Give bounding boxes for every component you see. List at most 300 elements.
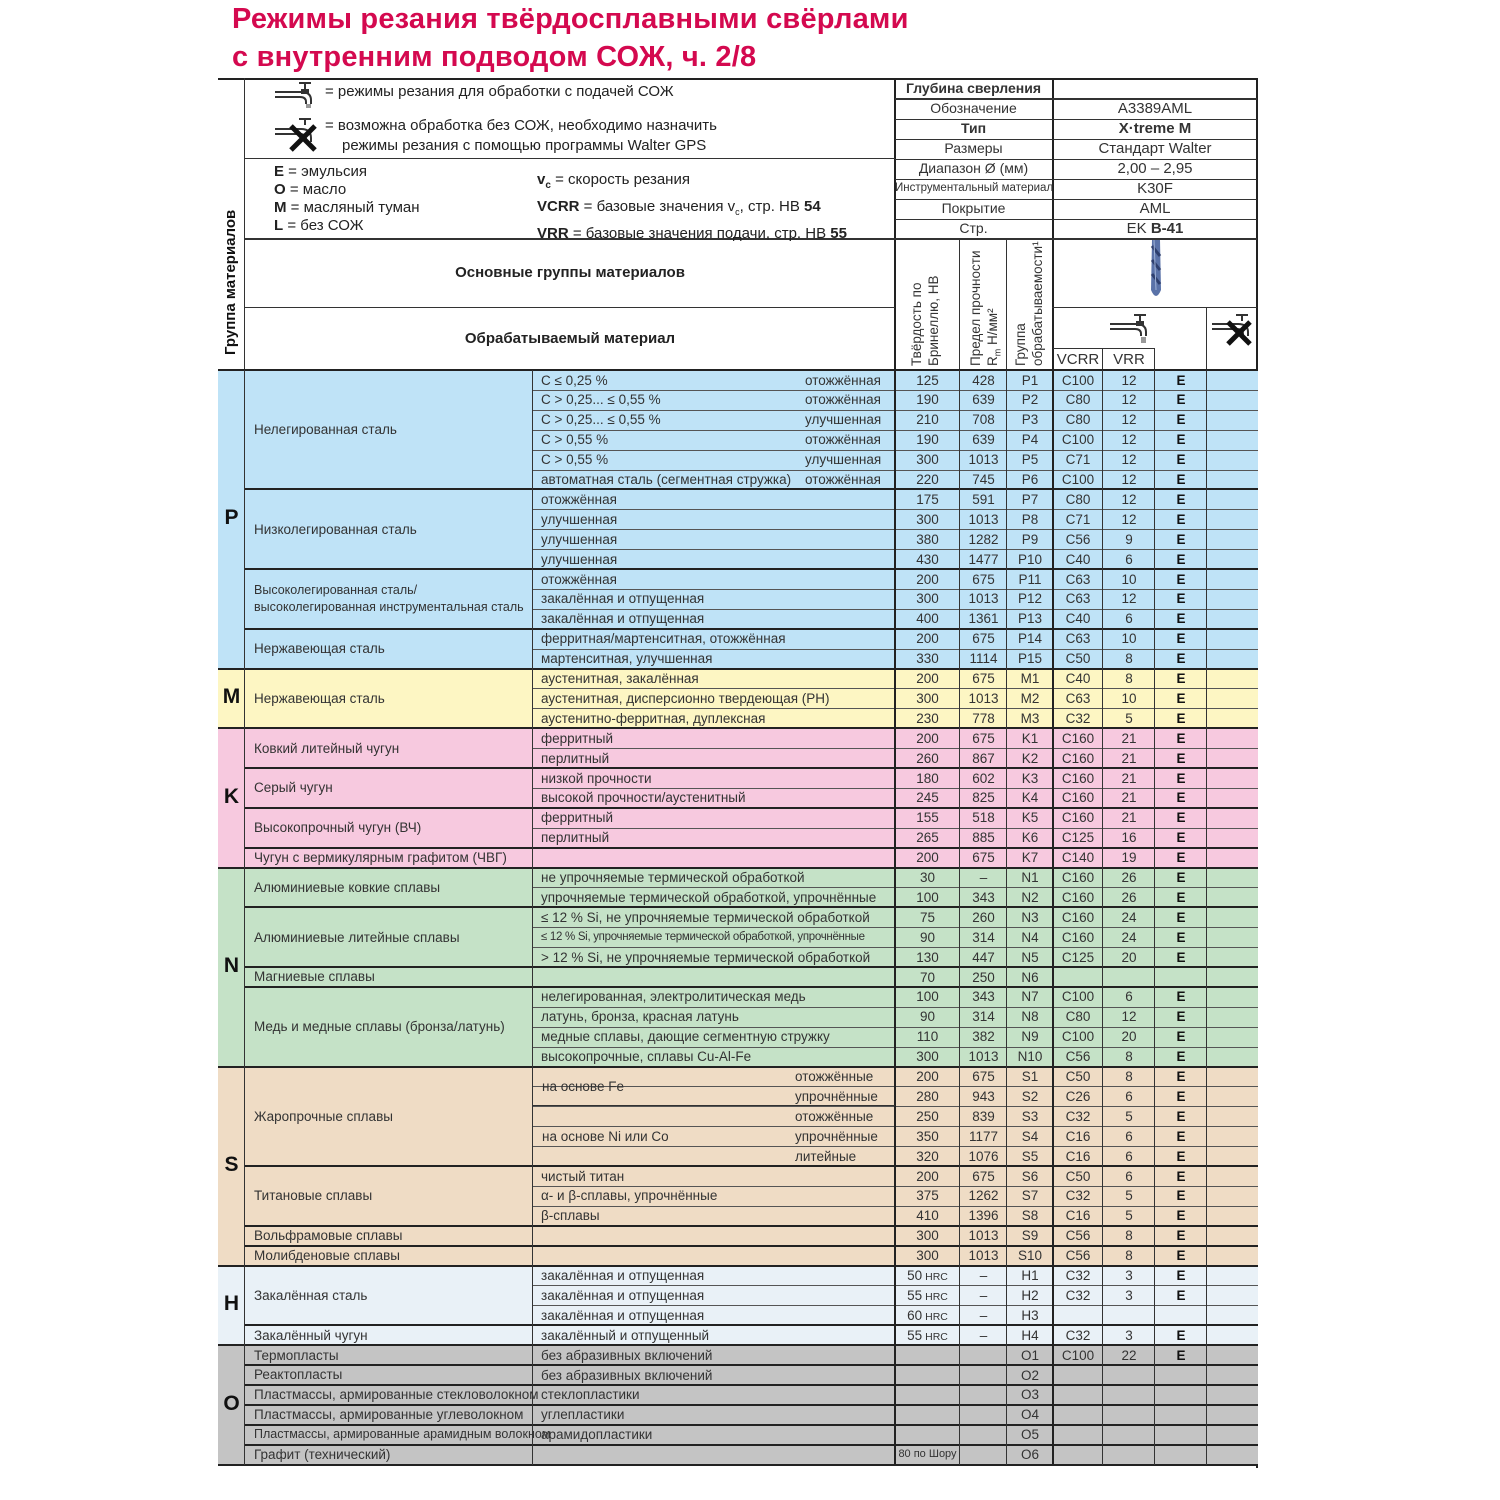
- machinability-group: S4: [1021, 1128, 1039, 1144]
- coolant-type: E: [1176, 1029, 1186, 1045]
- vrr-value: 12: [1121, 511, 1137, 527]
- machinability-group: P12: [1017, 591, 1043, 607]
- hardness-value: [895, 649, 960, 668]
- machinability-group: N1: [1021, 870, 1039, 885]
- vcrr-value: C32: [1065, 710, 1091, 726]
- hardness-unit: HRC: [925, 1310, 948, 1323]
- coolant-type: E: [1176, 372, 1186, 388]
- vcrr-value: C100: [1061, 1347, 1095, 1363]
- coolant-type: E: [1176, 1108, 1186, 1124]
- material-name: Высокопрочный чугун (ВЧ): [254, 820, 422, 836]
- vrr-value: 10: [1121, 631, 1137, 647]
- vcrr-value: C100: [1061, 1029, 1095, 1045]
- hardness-value: [895, 1206, 960, 1225]
- hardness-value: [895, 968, 960, 987]
- vrr-value: 6: [1125, 989, 1133, 1005]
- machinability-group: O2: [1020, 1367, 1039, 1383]
- coolant-type: E: [1176, 1049, 1186, 1065]
- machinability-group: K5: [1021, 810, 1039, 826]
- material-label: Обрабатываемый материал: [464, 330, 676, 347]
- vrr-value: 21: [1121, 730, 1137, 746]
- vcrr-value: C16: [1065, 1208, 1091, 1224]
- strength-value: 1013: [968, 452, 999, 468]
- hardness-number: 55: [907, 1287, 923, 1303]
- row-subtype: улучшенная: [541, 551, 618, 567]
- hardness-value: [895, 410, 960, 429]
- strength-value: 675: [972, 571, 995, 587]
- vrr-value: 19: [1121, 850, 1137, 866]
- coolant-type: E: [1176, 690, 1186, 706]
- material-name: Пластмассы, армированные арамидным волокном: [254, 1427, 551, 1442]
- strength-value: 1282: [968, 531, 999, 547]
- machinability-group: K4: [1021, 790, 1039, 806]
- vrr-value: 8: [1125, 1049, 1133, 1065]
- coolant-type: E: [1176, 611, 1186, 627]
- coolant-type: E: [1176, 551, 1186, 567]
- coolant-type: E: [1176, 949, 1186, 965]
- vrr-value: 10: [1121, 571, 1137, 587]
- dry-machining-icon: [273, 116, 319, 152]
- coolant-type: E: [1176, 830, 1186, 846]
- vrr-value: 22: [1121, 1347, 1137, 1363]
- legend-coolant: = режимы резания для обработки с подачей СОЖ: [325, 83, 674, 100]
- tool-spec-label: Тип: [960, 120, 987, 136]
- machinability-group: K3: [1021, 770, 1039, 786]
- hardness-value: [895, 987, 960, 1006]
- hardness-value: [895, 1107, 960, 1126]
- hardness-value: [895, 1027, 960, 1046]
- hardness-value: [895, 1147, 960, 1166]
- vrr-value: 12: [1121, 1009, 1137, 1025]
- vrr-value: 24: [1121, 929, 1137, 945]
- coolant-type: E: [1176, 870, 1186, 885]
- vrr-value: 20: [1121, 949, 1137, 965]
- hardness-value: [895, 908, 960, 927]
- vcrr-value: C80: [1065, 1009, 1091, 1025]
- group-letter: M: [222, 685, 241, 709]
- vcrr-value: C63: [1065, 591, 1091, 607]
- coolant-type: E: [1176, 571, 1186, 587]
- coolant-type: E: [1176, 671, 1186, 686]
- hardness-value: [895, 470, 960, 489]
- hardness-value: [895, 828, 960, 847]
- strength-value: 1396: [968, 1208, 999, 1224]
- coolant-type: E: [1176, 432, 1186, 448]
- vrr-value: 6: [1125, 551, 1133, 567]
- strength-value: 1361: [968, 611, 999, 627]
- hardness-number: 300: [916, 1228, 939, 1244]
- vrr-value: 10: [1121, 690, 1137, 706]
- strength-value: 825: [972, 790, 995, 806]
- vrr-value: 16: [1121, 830, 1137, 846]
- title-line-1: Режимы резания твёрдосплавными свёрлами: [232, 3, 909, 35]
- row-condition: отожжённые: [795, 1069, 874, 1084]
- row-subtype: низкой прочности: [541, 770, 652, 786]
- hardness-number: 70: [919, 969, 936, 985]
- hardness-number: 200: [916, 1168, 939, 1184]
- machinability-group: O4: [1020, 1407, 1039, 1423]
- coolant-column-icon: [1108, 312, 1154, 344]
- machinability-group: N3: [1021, 909, 1039, 925]
- row-subtype: нелегированная, электролитическая медь: [541, 989, 806, 1005]
- group-letter: P: [224, 506, 239, 530]
- vc-def: $v_c$ = скорость резания: [537, 171, 690, 191]
- machinability-group: M2: [1020, 690, 1040, 706]
- divider: [895, 159, 1257, 160]
- hardness-number: 350: [916, 1128, 939, 1144]
- strength-value: 675: [972, 730, 995, 746]
- hardness-value: [895, 1167, 960, 1186]
- tool-spec-value: A3389AML: [1117, 100, 1193, 117]
- strength-value: 708: [972, 412, 995, 428]
- machinability-group: N10: [1017, 1049, 1043, 1065]
- machinability-group: P14: [1017, 631, 1043, 647]
- strength-value: 343: [972, 889, 995, 905]
- speed-legend: [537, 169, 847, 244]
- drill-image: [1146, 240, 1166, 302]
- row-subtype: латунь, бронза, красная латунь: [541, 1009, 739, 1025]
- hardness-value: [895, 1047, 960, 1066]
- vcrr-value: C100: [1061, 432, 1095, 448]
- hardness-value: [895, 430, 960, 449]
- tool-spec-label: Стр.: [959, 220, 988, 236]
- machinability-group: N8: [1021, 1009, 1039, 1025]
- strength-value: 314: [972, 929, 995, 945]
- hardness-value: [895, 669, 960, 688]
- material-name: Молибденовые сплавы: [254, 1248, 400, 1264]
- machinability-group: O1: [1020, 1347, 1039, 1363]
- coolant-type: E: [1176, 472, 1186, 487]
- divider: [895, 179, 1257, 180]
- legend-dry-line-1: = возможна обработка без СОЖ, необходимо назначить: [325, 117, 717, 134]
- tool-spec-value: X·treme M: [1118, 120, 1192, 137]
- vrr-value: 6: [1125, 1128, 1133, 1144]
- subgroup-name: на основе Fe: [542, 1078, 624, 1094]
- row-subtype: C > 0,55 %: [541, 452, 609, 468]
- vcrr-value: C125: [1061, 830, 1095, 846]
- hardness-value: [895, 530, 960, 549]
- coolant-type: E: [1176, 1228, 1186, 1244]
- vcrr-value: C56: [1065, 1049, 1091, 1065]
- coolant-type: E: [1176, 531, 1186, 547]
- vcrr-value: C160: [1061, 870, 1095, 885]
- vcrr-value: C100: [1061, 472, 1095, 487]
- machinability-group: S5: [1021, 1148, 1039, 1164]
- row-subtype: упрочняемые термической обработкой, упрочнённые: [541, 889, 877, 905]
- hardness-number: 200: [916, 571, 939, 587]
- vcrr-value: C32: [1065, 1287, 1091, 1303]
- hardness-number: 260: [916, 750, 939, 766]
- hardness-number: 200: [916, 850, 939, 866]
- machinability-group: P3: [1021, 412, 1039, 428]
- hardness-value: [895, 629, 960, 648]
- tool-spec-label: Обозначение: [930, 100, 1017, 116]
- material-name: Алюминиевые ковкие сплавы: [254, 879, 441, 895]
- row-subtype: C > 0,55 %: [541, 432, 609, 448]
- machinability-group: S1: [1021, 1069, 1039, 1084]
- hardness-value: [895, 1127, 960, 1146]
- coolant-type: E: [1176, 750, 1186, 766]
- hardness-number: 320: [916, 1148, 939, 1164]
- strength-value: 343: [972, 989, 995, 1005]
- coolant-type: E: [1176, 1009, 1186, 1025]
- hardness-number: 300: [916, 1248, 939, 1264]
- hardness-number: 60: [907, 1307, 923, 1323]
- machinability-group: P8: [1021, 511, 1039, 527]
- hardness-number: 300: [916, 452, 939, 468]
- coolant-type: E: [1176, 1148, 1186, 1164]
- coolant-type: E: [1176, 909, 1186, 925]
- hardness-value: [895, 390, 960, 409]
- strength-value: 778: [972, 710, 995, 726]
- row-subtype: мартенситная, улучшенная: [541, 651, 713, 667]
- vrr-value: 8: [1125, 1248, 1133, 1264]
- coolant-type: E: [1176, 850, 1186, 866]
- row-subtype: закалённый и отпущенный: [541, 1327, 710, 1343]
- row-subtype: закалённая и отпущенная: [541, 1307, 705, 1323]
- hardness-value: [895, 550, 960, 569]
- vcrr-value: C63: [1065, 631, 1091, 647]
- hardness-value: [895, 1007, 960, 1026]
- vcrr-value: C40: [1065, 671, 1091, 686]
- tool-spec-value: [1053, 79, 1257, 99]
- vcrr-value: C32: [1065, 1188, 1091, 1204]
- vrr-value: 12: [1121, 372, 1137, 388]
- vcrr-value: C32: [1065, 1268, 1091, 1283]
- row-subtype: C ≤ 0,25 %: [541, 372, 608, 388]
- strength-value: 518: [972, 810, 995, 826]
- col-divider: [244, 370, 245, 1465]
- vrr-value: 5: [1125, 710, 1133, 726]
- row-subtype: арамидопластики: [541, 1427, 653, 1443]
- row-condition: отожжённая: [805, 372, 881, 388]
- coolant-type: E: [1176, 1248, 1186, 1264]
- strength-value: 1013: [968, 511, 999, 527]
- hardness-number: 175: [916, 491, 939, 507]
- row-subtype: закалённая и отпущенная: [541, 611, 705, 627]
- row-subtype: без абразивных включений: [541, 1367, 713, 1383]
- hardness-number: 55: [907, 1327, 923, 1343]
- hardness-number: 410: [916, 1208, 939, 1224]
- machinability-group: P13: [1017, 611, 1043, 627]
- hardness-value: [895, 928, 960, 947]
- vcrr-value: C40: [1065, 551, 1091, 567]
- coolant-type: E: [1176, 1208, 1186, 1224]
- machinability-group: N2: [1021, 889, 1039, 905]
- strength-value: 639: [972, 392, 995, 408]
- hardness-number: 100: [916, 989, 939, 1005]
- strength-value: 839: [972, 1108, 995, 1124]
- vrr-value: 8: [1125, 1228, 1133, 1244]
- row-subtype: аустенитная, закалённая: [541, 671, 699, 686]
- strength-value: 867: [972, 750, 995, 766]
- vrr-value: 12: [1121, 472, 1137, 487]
- machinability-group: K7: [1021, 850, 1039, 866]
- coolant-type: E: [1176, 452, 1186, 468]
- material-name: Высоколегированная сталь/ высоколегированная инструментальная сталь: [254, 582, 524, 614]
- vrr-value: 8: [1125, 671, 1133, 686]
- strength-value: –: [979, 1327, 988, 1343]
- row-subtype: улучшенная: [541, 511, 618, 527]
- row-subtype: высокопрочные, сплавы Cu-Al-Fe: [541, 1049, 752, 1065]
- hardness-number: 280: [916, 1088, 939, 1104]
- legend-dry-line-2: режимы резания с помощью программы Walter GPS: [342, 137, 707, 154]
- machinability-group: N7: [1021, 989, 1039, 1005]
- hardness-number: 250: [916, 1108, 939, 1124]
- vcrr-value: C160: [1061, 929, 1095, 945]
- vcrr-value: C160: [1061, 790, 1095, 806]
- row-condition: отожжённая: [805, 472, 881, 487]
- tool-spec-label: Покрытие: [941, 200, 1006, 216]
- strength-value: 943: [972, 1088, 995, 1104]
- strength-value: 1076: [968, 1148, 999, 1164]
- machinability-group: S10: [1017, 1248, 1043, 1264]
- machinability-group: K2: [1021, 750, 1039, 766]
- vrr-value: 6: [1125, 1148, 1133, 1164]
- code-l: L = без СОЖ: [274, 217, 364, 234]
- strength-value: 1013: [968, 690, 999, 706]
- vcrr-value: C50: [1065, 651, 1091, 667]
- vrr-value: 3: [1125, 1268, 1133, 1283]
- coolant-type: E: [1176, 889, 1186, 905]
- machinability-group: P2: [1021, 392, 1039, 408]
- hardness-value: [895, 1246, 960, 1265]
- machinability-group: P10: [1017, 551, 1043, 567]
- row-subtype: аустенитная, дисперсионно твердеющая (PH): [541, 690, 830, 706]
- machinability-group: O5: [1020, 1427, 1039, 1443]
- strength-value: 591: [972, 491, 995, 507]
- material-name: Нержавеющая сталь: [254, 641, 385, 657]
- hardness-value: [895, 1286, 960, 1307]
- vcrr-value: C32: [1065, 1108, 1091, 1124]
- vcrr-value: C56: [1065, 1248, 1091, 1264]
- vcrr-header: VCRR: [1056, 351, 1100, 368]
- strength-value: 675: [972, 1069, 995, 1084]
- vcrr-value: C16: [1065, 1128, 1091, 1144]
- vcrr-value: C40: [1065, 611, 1091, 627]
- hardness-number: 230: [916, 710, 939, 726]
- material-name: Нержавеющая сталь: [254, 690, 385, 706]
- hardness-number: 300: [916, 511, 939, 527]
- strength-value: 250: [972, 969, 995, 985]
- hardness-number: 265: [916, 830, 939, 846]
- hardness-value: [895, 868, 960, 887]
- coolant-type: E: [1176, 1088, 1186, 1104]
- row-subtype: углепластики: [541, 1407, 625, 1423]
- vcrr-value: C63: [1065, 690, 1091, 706]
- hardness-value: [895, 1186, 960, 1205]
- strength-value: 1013: [968, 591, 999, 607]
- row-subtype: закалённая и отпущенная: [541, 1287, 705, 1303]
- hardness-value: [895, 1087, 960, 1106]
- material-name: Магниевые сплавы: [254, 969, 375, 985]
- vrr-header: VRR: [1113, 351, 1145, 368]
- strength-value: 1013: [968, 1049, 999, 1065]
- hardness-unit: HRC: [925, 1290, 948, 1303]
- vcrr-value: C63: [1065, 571, 1091, 587]
- vcrr-value: C26: [1065, 1088, 1091, 1104]
- hardness-value: [895, 1326, 960, 1347]
- vrr-value: 12: [1121, 392, 1137, 408]
- vcrr-value: C71: [1065, 452, 1091, 468]
- vcrr-value: C32: [1065, 1327, 1091, 1343]
- strength-value: –: [979, 1307, 988, 1323]
- vrr-value: 6: [1125, 1088, 1133, 1104]
- vcrr-value: C56: [1065, 1228, 1091, 1244]
- machinability-group: S6: [1021, 1168, 1039, 1184]
- material-name: Низколегированная сталь: [254, 521, 417, 537]
- group-letter: O: [223, 1391, 240, 1415]
- vrr-value: 21: [1121, 770, 1137, 786]
- vrr-def: VRR = базовые значения подачи, стр. НВ 55: [537, 225, 847, 242]
- row-subtype: ферритный: [541, 810, 614, 826]
- hardness-value: [895, 749, 960, 768]
- hardness-value: [895, 371, 960, 390]
- machinability-group: K1: [1021, 730, 1039, 746]
- coolant-type: E: [1176, 1268, 1186, 1283]
- hardness-number: 400: [916, 611, 939, 627]
- strength-value: 885: [972, 830, 995, 846]
- hardness-number: 130: [916, 949, 939, 965]
- hardness-value: [895, 709, 960, 728]
- hardness-number: 300: [916, 591, 939, 607]
- hardness-number: 200: [916, 631, 939, 647]
- group-letter: S: [224, 1153, 239, 1176]
- row-subtype: перлитный: [541, 750, 610, 766]
- vrr-value: 5: [1125, 1188, 1133, 1204]
- strength-value: 1477: [968, 551, 999, 567]
- divider: [895, 199, 1257, 200]
- divider: [895, 98, 1257, 100]
- coolant-type: E: [1176, 790, 1186, 806]
- hardness-number: 200: [916, 671, 939, 686]
- row-subtype: закалённая и отпущенная: [541, 591, 705, 607]
- strength-value: 602: [972, 770, 995, 786]
- group-letter: N: [223, 954, 240, 977]
- hardness-number: 50: [907, 1268, 923, 1283]
- strength-value: 447: [972, 949, 995, 965]
- hardness-number: 125: [916, 372, 939, 388]
- material-name: Графит (технический): [254, 1447, 391, 1463]
- subgroup-name: на основе Ni или Co: [542, 1128, 669, 1144]
- group-column-label: Группа материалов: [222, 209, 239, 355]
- row-condition: упрочнённые: [795, 1128, 878, 1144]
- machinability-group: P9: [1021, 531, 1039, 547]
- tool-spec-label: Глубина сверления: [905, 80, 1042, 96]
- machinability-group: O6: [1020, 1447, 1039, 1463]
- vrr-value: 26: [1121, 870, 1137, 885]
- vcrr-value: C160: [1061, 909, 1095, 925]
- material-name: Титановые сплавы: [254, 1188, 373, 1204]
- hardness-number: 180: [916, 770, 939, 786]
- coolant-type: E: [1176, 989, 1186, 1005]
- vcrr-value: C140: [1061, 850, 1095, 866]
- divider: [895, 119, 1257, 120]
- row-condition: улучшенная: [805, 452, 882, 468]
- machinability-group: S7: [1021, 1188, 1039, 1204]
- hardness-number: 90: [919, 1009, 936, 1025]
- strength-value: 1114: [969, 651, 998, 667]
- material-name: Реактопласты: [254, 1367, 343, 1383]
- row-subtype: чистый титан: [541, 1168, 625, 1184]
- vcrr-value: C50: [1065, 1168, 1091, 1184]
- vcrr-value: C160: [1061, 770, 1095, 786]
- material-name: Медь и медные сплавы (бронза/латунь): [254, 1019, 505, 1035]
- hardness-unit: HRC: [925, 1330, 948, 1343]
- material-name: Вольфрамовые сплавы: [254, 1228, 403, 1244]
- row-subtype: отожжённая: [541, 491, 617, 507]
- coolant-type: E: [1176, 1069, 1186, 1084]
